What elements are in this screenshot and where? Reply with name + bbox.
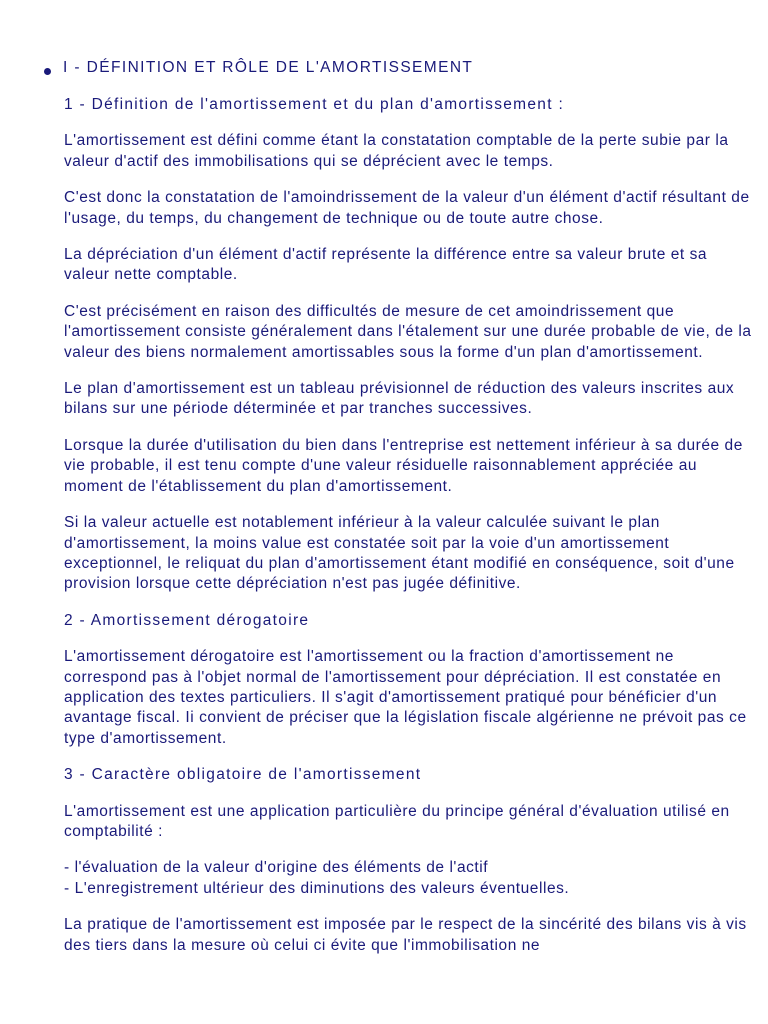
paragraph: L'amortissement dérogatoire est l'amortissement ou la fraction d'amortissement ne correspond pas à l'objet normal de l'amortissement pour dépréciation. Il est constatée en application des textes particuliers. Il s'agit d'amortissement pratiqué pour bénéficier d'un avantage fiscal. Ii convient de préciser que la législation fiscale algérienne ne prévoit pas ce type d'amortissement. [64, 648, 747, 747]
paragraph: Si la valeur actuelle est notablement inférieur à la valeur calculée suivant le plan d'amortissement, la moins value est constatée soit par la voie d'un amortissement exceptionnel, le reliquat du plan d'amortissement étant modifié en conséquence, soit d'une provision lorsque cette dépréciation n'est pas jugée définitive. [64, 514, 735, 593]
list-item: - l'évaluation de la valeur d'origine des éléments de l'actif [64, 859, 489, 877]
list-block [64, 858, 754, 899]
paragraph: L'amortissement est défini comme étant la constatation comptable de la perte subie par la valeur d'actif des immobilisations qui se déprécient avec le temps. [64, 132, 729, 170]
bullet-icon [44, 68, 51, 75]
subsection-title-2: 2 - Amortissement dérogatoire [64, 611, 310, 629]
paragraph: Lorsque la durée d'utilisation du bien dans l'entreprise est nettement inférieur à sa durée de vie probable, il est tenu compte d'une valeur résiduelle raisonnablement appréciée au moment de l'établissement du plan d'amortissement. [64, 436, 743, 495]
section-heading-row [44, 58, 473, 78]
paragraph: C'est précisément en raison des difficultés de mesure de cet amoindrissement que l'amortissement consiste généralement dans l'étalement sur une durée probable de vie, de la valeur des biens normalement amortissables sous la forme d'un plan d'amortissement. [64, 302, 752, 361]
paragraph: C'est donc la constatation de l'amoindrissement de la valeur d'un élément d'actif résultant de l'usage, du temps, du changement de technique ou de toute autre chose. [64, 189, 750, 227]
paragraph: L'amortissement est une application particulière du principe général d'évaluation utilisé en comptabilité : [64, 802, 730, 840]
paragraph: La pratique de l'amortissement est imposée par le respect de la sincérité des bilans vis à vis des tiers dans la mesure où celui ci évite que l'immobilisation ne [64, 916, 747, 954]
section-title: I - DÉFINITION ET RÔLE DE L'AMORTISSEMENT [63, 59, 474, 76]
document-body [64, 95, 754, 972]
list-item: - L'enregistrement ultérieur des diminutions des valeurs éventuelles. [64, 879, 570, 897]
subsection-title-3: 3 - Caractère obligatoire de l'amortissement [64, 766, 422, 784]
subsection-title-1: 1 - Définition de l'amortissement et du plan d'amortissement : [64, 96, 565, 113]
paragraph: La dépréciation d'un élément d'actif représente la différence entre sa valeur brute et sa valeur nette comptable. [64, 246, 708, 284]
paragraph: Le plan d'amortissement est un tableau prévisionnel de réduction des valeurs inscrites aux bilans sur une période déterminée et par tranches successives. [64, 380, 735, 418]
